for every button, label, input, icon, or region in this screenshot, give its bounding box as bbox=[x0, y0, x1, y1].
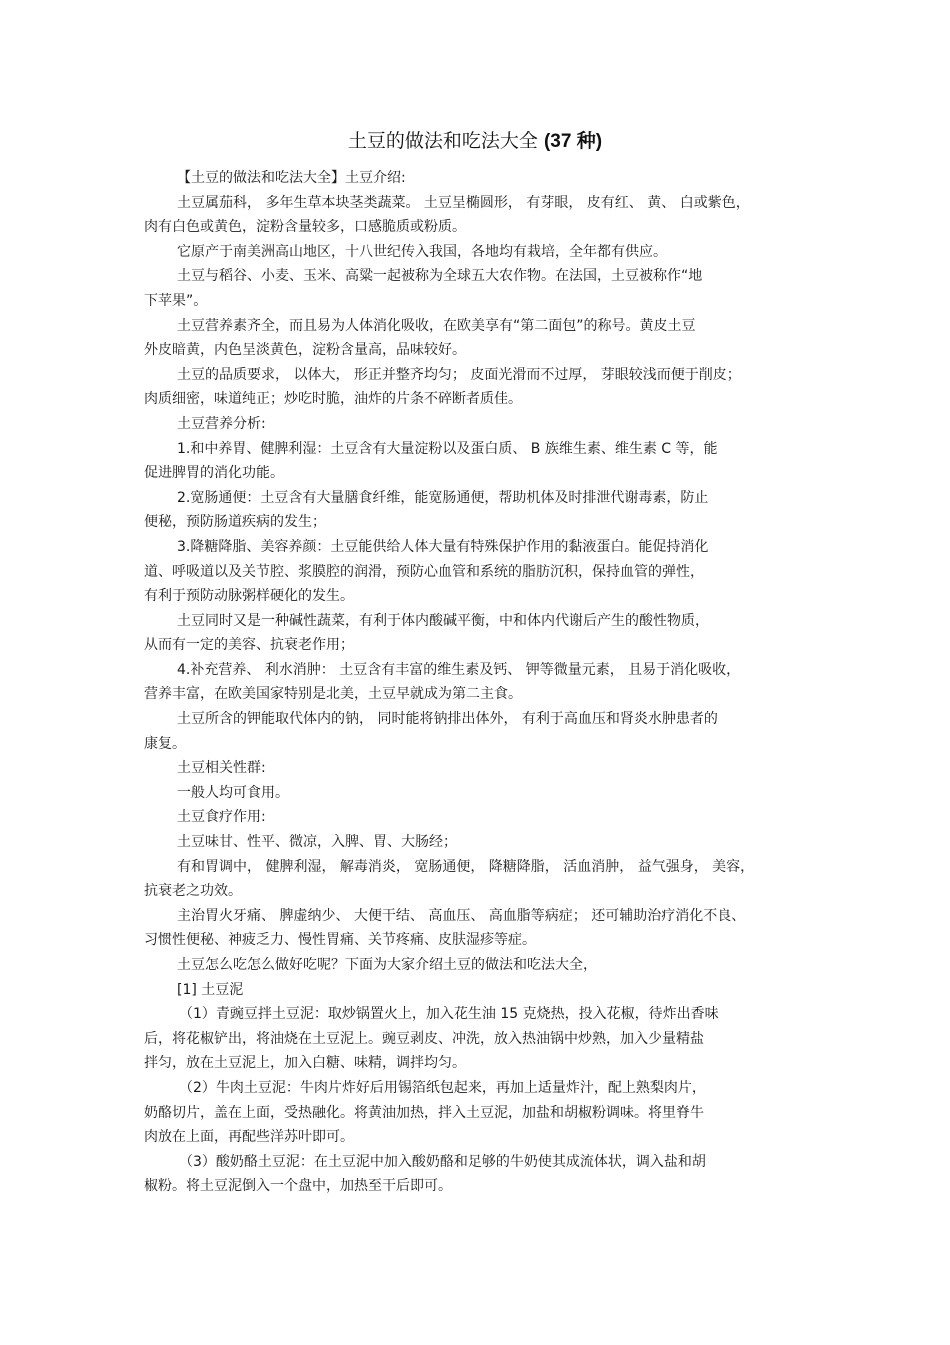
text-line: 3.降糖降脂、美容养颜：土豆能供给人体大量有特殊保护作用的黏液蛋白。能促持消化 bbox=[177, 538, 709, 555]
text-line: 便秘，预防肠道疾病的发生； bbox=[144, 514, 326, 531]
text-line: 土豆所含的钾能取代体内的钠， 同时能将钠排出体外， 有利于高血压和肾炎水肿患者的 bbox=[177, 711, 718, 728]
text-line: 促进脾胃的消化功能。 bbox=[144, 465, 284, 482]
document-title bbox=[0, 128, 950, 155]
text-line: 一般人均可食用。 bbox=[177, 784, 289, 801]
text-line: 土豆同时又是一种碱性蔬菜，有利于体内酸碱平衡，中和体内代谢后产生的酸性物质， bbox=[177, 612, 709, 629]
text-line: 土豆怎么吃怎么做好吃呢？下面为大家介绍土豆的做法和吃法大全， bbox=[177, 957, 597, 973]
text-line: 土豆的品质要求， 以体大， 形正并整齐均匀； 皮面光滑而不过厚， 芽眼较浅而便于削皮； bbox=[177, 366, 741, 383]
text-line: 4.补充营养、 利水消肿： 土豆含有丰富的维生素及钙、 钾等微量元素， 且易于消化吸收， bbox=[177, 661, 741, 678]
text-line: 下苹果”。 bbox=[144, 292, 208, 309]
text-line: （3）酸奶酪土豆泥：在土豆泥中加入酸奶酪和足够的牛奶使其成流体状，调入盐和胡 bbox=[179, 1153, 706, 1170]
text-line: 抗衰老之功效。 bbox=[144, 883, 242, 900]
document-title-suffix: (37 种) bbox=[543, 131, 603, 152]
text-line: 有利于预防动脉粥样硬化的发生。 bbox=[144, 588, 354, 605]
text-line: 土豆与稻谷、小麦、玉米、高粱一起被称为全球五大农作物。在法国，土豆被称作“地 bbox=[177, 268, 703, 285]
text-line: 【土豆的做法和吃法大全】土豆介绍: bbox=[177, 170, 406, 186]
text-line: 2.宽肠通便：土豆含有大量膳食纤维，能宽肠通便，帮助机体及时排泄代谢毒素，防止 bbox=[177, 489, 709, 506]
text-line: 主治胃火牙痛、 脾虚纳少、 大便干结、 高血压、 高血脂等病症； 还可辅助治疗消化不良、 bbox=[177, 907, 746, 924]
text-line: 外皮暗黄，内色呈淡黄色，淀粉含量高，品味较好。 bbox=[144, 342, 466, 359]
text-line: 肉有白色或黄色，淀粉含量较多，口感脆质或粉质。 bbox=[144, 219, 466, 236]
text-line: 康复。 bbox=[144, 735, 186, 752]
text-line: 土豆食疗作用: bbox=[177, 809, 266, 826]
text-line: （1）青豌豆拌土豆泥：取炒锅置火上，加入花生油 15 克烧热，投入花椒，待炸出香味 bbox=[179, 1006, 719, 1023]
text-line: 1.和中养胃、健脾利湿：土豆含有大量淀粉以及蛋白质、 B 族维生素、维生素 C 等，能 bbox=[177, 440, 718, 457]
text-line: [1] 土豆泥 bbox=[177, 981, 244, 998]
text-line: 有和胃调中， 健脾利湿， 解毒消炎， 宽肠通便， 降糖降脂， 活血消肿， 益气强身， 美容， bbox=[177, 858, 755, 875]
text-line: 营养丰富，在欧美国家特别是北美，土豆早就成为第二主食。 bbox=[144, 686, 522, 703]
text-line: 拌匀，放在土豆泥上，加入白糖、味精，调拌均匀。 bbox=[144, 1055, 466, 1072]
text-line: 肉质细密，味道纯正；炒吃时脆，油炸的片条不碎断者质佳。 bbox=[144, 391, 522, 408]
text-line: 土豆味甘、性平、微凉，入脾、胃、大肠经； bbox=[177, 834, 457, 851]
text-line: 从而有一定的美容、抗衰老作用； bbox=[144, 637, 354, 654]
document-title-text: 土豆的做法和吃法大全 bbox=[347, 130, 538, 152]
text-line: 后，将花椒铲出，将油烧在土豆泥上。豌豆剥皮、冲洗，放入热油锅中炒熟，加入少量精盐 bbox=[144, 1030, 704, 1047]
text-line: 土豆相关性群: bbox=[177, 760, 266, 777]
text-line: 椒粉。将土豆泥倒入一个盘中，加热至干后即可。 bbox=[144, 1178, 452, 1195]
text-line: 奶酪切片，盖在上面，受热融化。将黄油加热，拌入土豆泥，加盐和胡椒粉调味。将里脊牛 bbox=[144, 1104, 704, 1121]
text-line: 习惯性便秘、神疲乏力、慢性胃痛、关节疼痛、皮肤湿疹等症。 bbox=[144, 932, 536, 949]
text-line: （2）牛肉土豆泥：牛肉片炸好后用锡箔纸包起来，再加上适量炸汁，配上熟梨肉片， bbox=[179, 1079, 706, 1096]
document-body bbox=[144, 166, 808, 1199]
text-line: 道、呼吸道以及关节腔、浆膜腔的润滑，预防心血管和系统的脂肪沉积，保持血管的弹性， bbox=[144, 563, 704, 580]
text-line: 土豆营养素齐全，而且易为人体消化吸收，在欧美享有“第二面包”的称号。黄皮土豆 bbox=[177, 317, 696, 334]
text-line: 土豆营养分析: bbox=[177, 415, 266, 432]
text-line: 它原产于南美洲高山地区，十八世纪传入我国，各地均有栽培，全年都有供应。 bbox=[177, 243, 667, 260]
text-line: 土豆属茄科， 多年生草本块茎类蔬菜。 土豆呈椭圆形， 有芽眼， 皮有红、 黄、 白或紫色， bbox=[177, 194, 750, 211]
text-line: 肉放在上面，再配些洋苏叶即可。 bbox=[144, 1129, 354, 1146]
